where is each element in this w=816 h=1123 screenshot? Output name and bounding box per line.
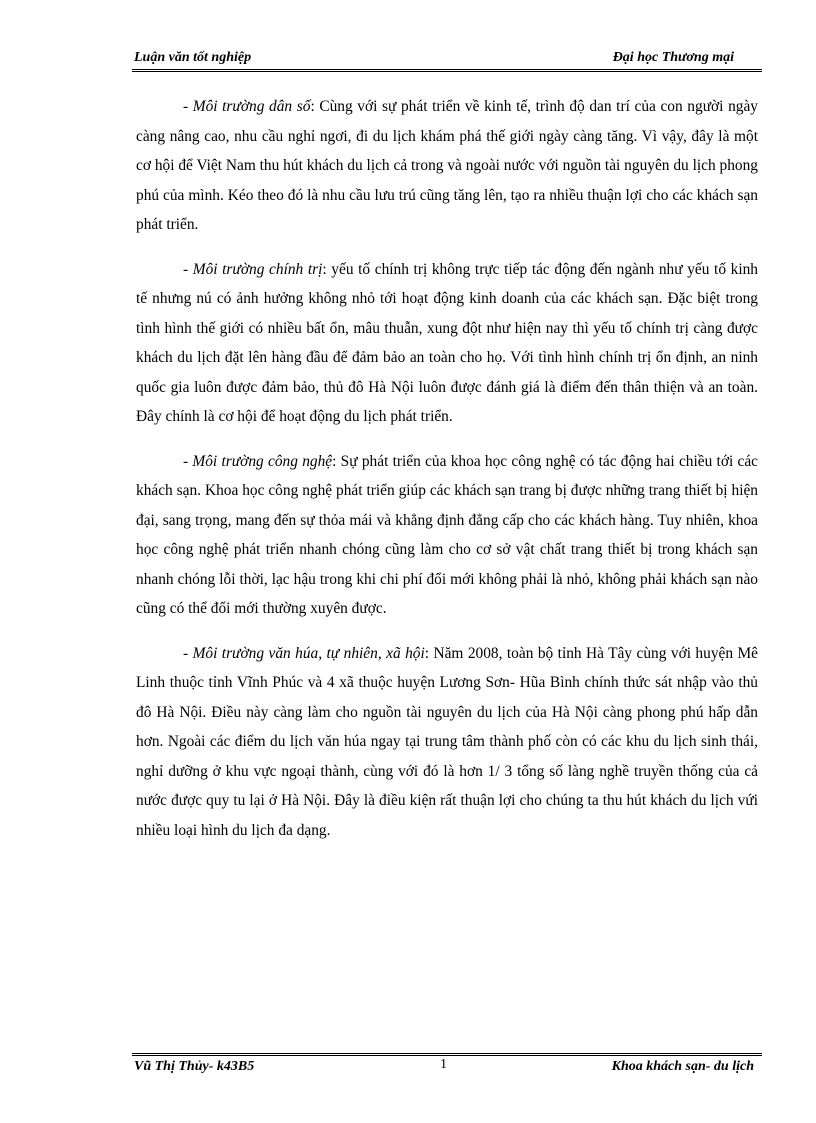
page-footer [134,1057,754,1079]
paragraph-population [136,92,758,240]
document-body [136,92,758,860]
paragraph-text: : yếu tố chính trị không trực tiếp tác động đến ngành như yếu tố kinh tế nhưng nú có ảnh hưởng không nhỏ tới hoạt động kinh doanh của các khách sạn. Đặc biệt trong tình hình thế giới có nhiều bất ổn, mâu thuẫn, xung đột như hiện nay thì yếu tố chính trị càng được khách du lịch đặt lên hàng đầu để đảm bảo an toàn cho họ. Với tình hình chính trị ổn định, an ninh quốc gia luôn được đảm bảo, thủ đô Hà Nội luôn được đánh giá là điểm đến thân thiện và an toàn. Đây chính là cơ hội để hoạt động du lịch phát triển. [136,260,759,425]
paragraph-term: - Môi trường dân số [183,98,311,115]
header-university: Đại học Thương mại [612,50,734,65]
paragraph-term: - Môi trường văn húa, tự nhiên, xã hội [183,644,425,662]
header-thesis-title: Luận văn tốt nghiệp [134,50,252,65]
paragraph-culture [136,639,758,846]
footer-divider [132,1053,762,1056]
paragraph-term: - Môi trường công nghệ [183,452,333,470]
paragraph-term: - Môi trường chính trị [183,260,323,278]
page-number: 1 [440,1057,447,1072]
paragraph-text: : Cùng với sự phát triển về kinh tế, trình độ dan trí của con người ngày càng nâng cao, nhu cầu nghỉ ngơi, đi du lịch khám phá thế giới ngày càng tăng. Vì vậy, đây là một cơ hội để Việt Nam thu hút khách du lịch cả trong và ngoài nước với nguồn tài nguyên du lịch phong phú của mình. Kéo theo đó là nhu cầu lưu trú cũng tăng lên, tạo ra nhiều thuận lợi cho các khách sạn phát triển. [136,98,758,233]
paragraph-text: : Sự phát triển của khoa học công nghệ có tác động hai chiều tới các khách sạn. Khoa học công nghệ phát triển giúp các khách sạn trang bị được những trang thiết bị hiện đại, sang trọng, mang đến sự thỏa mái và khẳng định đẳng cấp cho các khách hàng. Tuy nhiên, khoa học công nghệ phát triển nhanh chóng cũng làm cho cơ sở vật chất trang thiết bị trong khách sạn nhanh chóng lỗi thời, lạc hậu trong khi chi phí đổi mới không phải là nhỏ, không phải khách sạn nào cũng có thể đổi mới thường xuyên được. [136,452,758,617]
header-divider [132,69,762,72]
paragraph-text: : Năm 2008, toàn bộ tỉnh Hà Tây cùng với huyện Mê Linh thuộc tỉnh Vĩnh Phúc và 4 xã thuộc huyện Lương Sơn- Hũa Bình chính thức sát nhập vào thủ đô Hà Nội. Điều này càng làm cho nguồn tài nguyên du lịch của Hà Nội càng phong phú hấp dẫn hơn. Ngoài các điểm du lịch văn húa ngay tại trung tâm thành phố còn có các khu du lịch sinh thái, nghỉ dưỡng ở khu vực ngoại thành, cùng với đó là hơn 1/ 3 tổng số làng nghề truyền thống của cả nước được quy tu lại ở Hà Nội. Đây là điều kiện rất thuận lợi cho chúng ta thu hút khách du lịch vứi nhiều loại hình du lịch đa dạng. [136,644,758,839]
footer-author: Vũ Thị Thủy- k43B5 [134,1059,255,1074]
paragraph-technology [136,447,758,624]
footer-faculty: Khoa khách sạn- du lịch [611,1059,754,1074]
paragraph-politics [136,255,758,432]
page-header [134,48,734,70]
